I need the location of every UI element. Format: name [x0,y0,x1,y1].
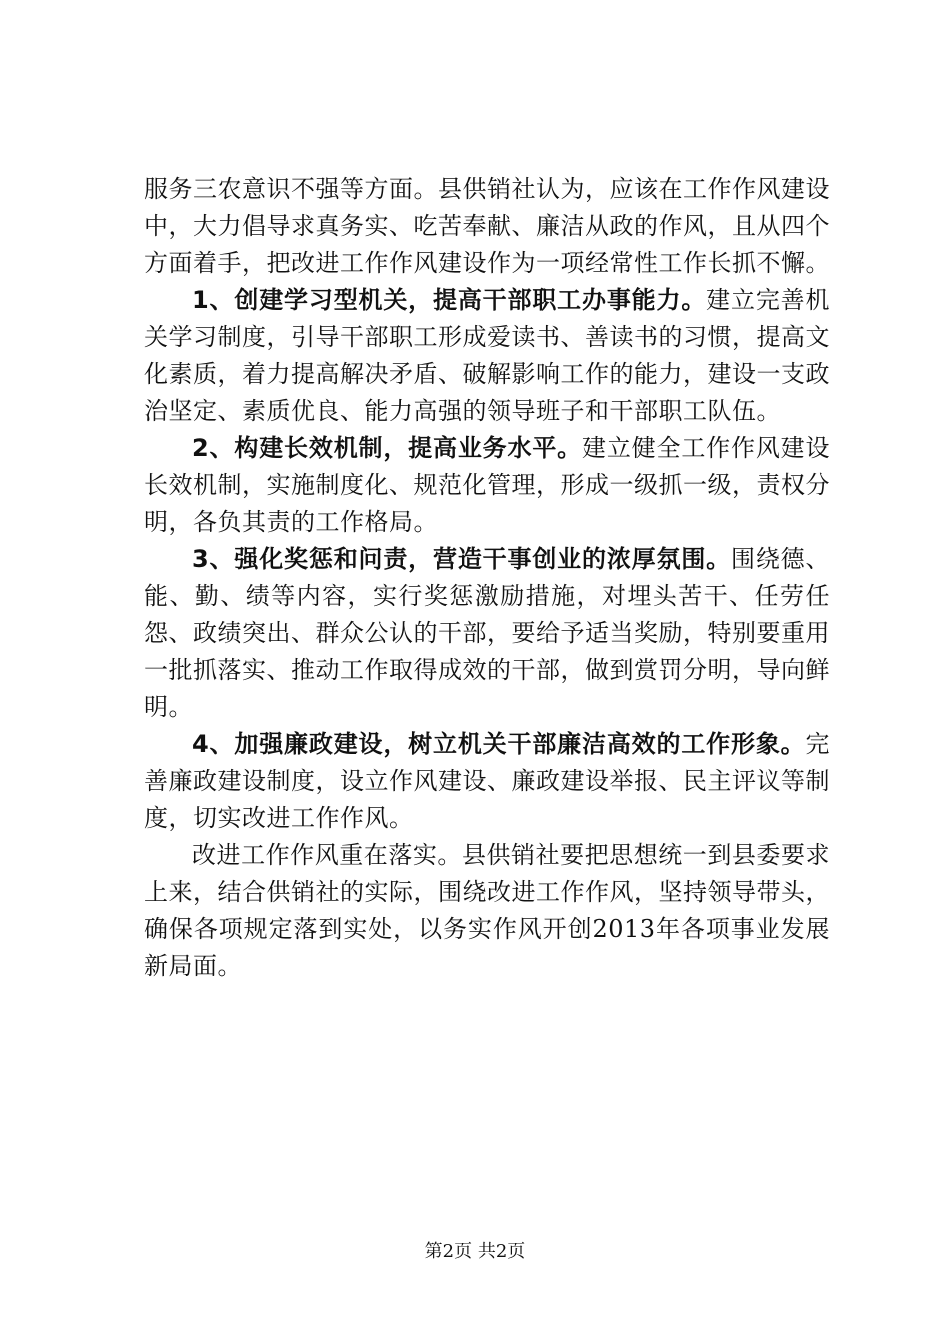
paragraph-item-1 [144,282,830,430]
paragraph-continuation [144,171,830,282]
paragraph-text: 围绕德、能、勤、绩等内容，实行奖惩激励措施，对埋头苦干、任劳任怨、政绩突出、群众公认的干部，要给予适当奖励，特别要重用一批抓落实、推动工作取得成效的干部，做到赏罚分明，导向鲜明。 [144,545,830,721]
paragraph-item-4 [144,726,830,837]
paragraph-text: 完善廉政建设制度，设立作风建设、廉政建设举报、民主评议等制度，切实改进工作作风。 [144,730,830,832]
paragraph-heading: 3、强化奖惩和问责，营造干事创业的浓厚氛围。 [192,545,731,573]
paragraph-text: 建立健全工作作风建设长效机制，实施制度化、规范化管理，形成一级抓一级，责权分明，各负其责的工作格局。 [144,434,831,536]
paragraph-conclusion [144,837,830,985]
page-number-label: 第2页 共2页 [424,1241,526,1262]
paragraph-item-3 [144,541,830,726]
paragraph-heading: 1、创建学习型机关，提高干部职工办事能力。 [192,286,707,314]
page-footer [0,1240,950,1264]
document-body [144,171,830,985]
paragraph-heading: 4、加强廉政建设，树立机关干部廉洁高效的工作形象。 [192,730,806,758]
paragraph-text: 服务三农意识不强等方面。县供销社认为，应该在工作作风建设中，大力倡导求真务实、吃苦奉献、廉洁从政的作风，且从四个方面着手，把改进工作作风建设作为一项经常性工作长抓不懈。 [144,175,830,277]
paragraph-text: 改进工作作风重在落实。县供销社要把思想统一到县委要求上来，结合供销社的实际，围绕改进工作作风，坚持领导带头，确保各项规定落到实处，以务实作风开创2013年各项事业发展新局面。 [144,841,830,980]
paragraph-item-2 [144,430,830,541]
paragraph-heading: 2、构建长效机制，提高业务水平。 [192,434,583,462]
paragraph-text: 建立完善机关学习制度，引导干部职工形成爱读书、善读书的习惯，提高文化素质，着力提高解决矛盾、破解影响工作的能力，建设一支政治坚定、素质优良、能力高强的领导班子和干部职工队伍。 [144,286,830,425]
